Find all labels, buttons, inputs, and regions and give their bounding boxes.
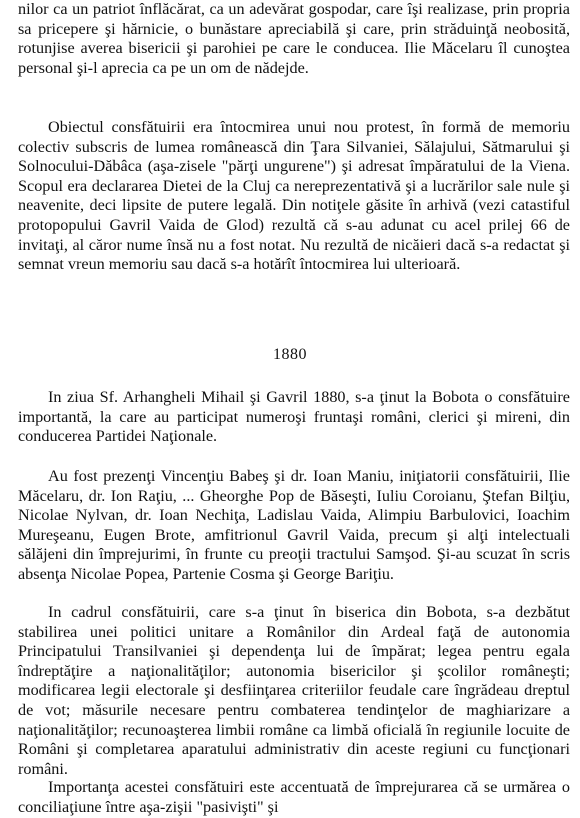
paragraph-bobota-meeting: In ziua Sf. Arhangheli Mihail şi Gavril 1880, s-a ţinut la Bobota o consfătuire importantă, la care au participat numeroşi fruntaşi români, clerici şi mireni, din conducerea Partidei Naţionale. (18, 388, 570, 446)
paragraph-debated-topics: In cadrul consfătuirii, care s-a ţinut în biserica din Bobota, s-a dezbătut stabilirea unei politici unitare a Românilor din Ardeal faţă de autonomia Principatului Transilvaniei şi dependenţa lui de împărat; legea pentru egala îndreptăţire a naţionalităţilor; autonomia bisericilor şi şcolilor româneşti; modificarea legii electorale şi desfiinţarea criteriilor feudale care îngrădeau dreptul de vot; măsurile necesare pentru combaterea tendinţelor de maghiarizare a naţionalităţilor; recunoaşterea limbii române ca limbă oficială în regiunile locuite de Români şi completarea aparatului administrativ din aceste regiuni cu funcţionari români. (18, 603, 570, 778)
year-heading: 1880 (273, 346, 307, 363)
paragraph-continuation: nilor ca un patriot înflăcărat, ca un adevărat gospodar, care îşi realizase, prin propria sa pricepere şi hărnicie, o bunăstare apreciabilă şi care, prin străduinţă neobosită, rotunjise averea bisericii şi parohiei pe care le conducea. Ilie Măcelaru îl cunoştea personal şi-l aprecia ca pe un om de nădejde. (18, 0, 570, 77)
paragraph-importance: Importanţa acestei consfătuiri este accentuată de împrejurarea că se urmărea o conciliaţiune între aşa-zişii "pasivişti" şi (18, 778, 570, 816)
paragraph-attendees: Au fost prezenţi Vincenţiu Babeş şi dr. Ioan Maniu, iniţiatorii consfătuirii, Ilie Măcelaru, dr. Ion Raţiu, ... Gheorghe Pop de Băseşti, Iuliu Coroianu, Ştefan Bilţiu, Nicolae Nylvan, dr. Ioan Nechiţa, Ladislau Vaida, Alimpiu Barbulovici, Ioachim Mureşeanu, Eugen Brote, amfitrionul Gavril Vaida, precum şi alţi intelectuali sălăjeni din împrejurimi, în frunte cu preoţii tractului Samşod. Şi-au scuzat în scris absenţa Nicolae Popea, Partenie Cosma şi George Bariţiu. (18, 467, 570, 583)
paragraph-consultation-object: Obiectul consfătuirii era întocmirea unui nou protest, în formă de memoriu colectiv subscris de lumea românească din Ţara Silvaniei, Sălajului, Sătmarului şi Solnocului-Dăbâca (aşa-zisele "părţi ungurene") şi adresat împăratului de la Viena. Scopul era declararea Dietei de la Cluj ca nereprezentativă şi a lucrărilor sale nule şi neavenite, deci lipsite de putere legală. Din notiţele găsite în arhivă (vezi catastiful protopopului Gavril Vaida de Glod) rezultă că s-au adunat cu acel prilej 66 de invitaţi, al căror nume însă nu a fost notat. Nu rezultă de nicăieri dacă s-a redactat şi semnat vreun memoriu sau dacă s-a hotărît întocmirea lui ulterioară. (18, 118, 570, 274)
